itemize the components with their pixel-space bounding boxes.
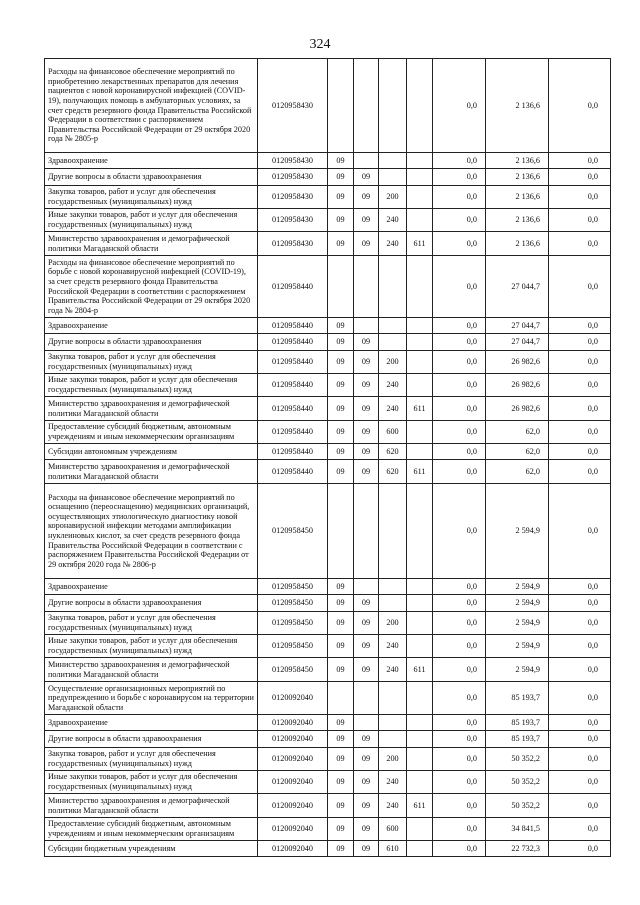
target-code-cell: 0120092040 [258,841,328,857]
row-name-cell: Министерство здравоохранения и демографической политики Магаданской области [45,794,258,818]
subsection-cell: 09 [354,595,379,612]
amount-2-cell: 2 594,9 [486,612,549,635]
amount-1-cell: 0,0 [433,169,486,186]
subsection-cell [354,682,379,715]
subsection-cell [354,59,379,153]
subsection-cell [354,715,379,731]
section-cell [328,484,354,579]
section-cell: 09 [328,421,354,444]
target-code-cell: 0120958440 [258,444,328,460]
section-cell: 09 [328,153,354,169]
section-cell: 09 [328,209,354,232]
subsection-cell [354,484,379,579]
row-name-cell: Другие вопросы в области здравоохранения [45,169,258,186]
target-code-cell: 0120958450 [258,484,328,579]
target-code-cell: 0120958440 [258,397,328,421]
target-code-cell: 0120958450 [258,635,328,658]
section-cell: 09 [328,841,354,857]
section-cell: 09 [328,169,354,186]
table-row [45,841,611,857]
amount-3-cell: 0,0 [549,715,611,731]
amount-3-cell: 0,0 [549,841,611,857]
amount-2-cell: 2 594,9 [486,635,549,658]
amount-1-cell: 0,0 [433,682,486,715]
amount-2-cell: 26 982,6 [486,374,549,397]
expense-type-cell: 200 [379,612,407,635]
amount-3-cell: 0,0 [549,682,611,715]
subsection-cell: 09 [354,209,379,232]
row-name-cell: Субсидии автономным учреждениям [45,444,258,460]
amount-1-cell: 0,0 [433,841,486,857]
row-name-cell: Иные закупки товаров, работ и услуг для обеспечения государственных (муниципальных) нужд [45,635,258,658]
row-name-cell: Закупка товаров, работ и услуг для обеспечения государственных (муниципальных) нужд [45,748,258,771]
section-cell: 09 [328,232,354,256]
target-code-cell: 0120958440 [258,421,328,444]
table-row [45,484,611,579]
target-code-cell: 0120958430 [258,169,328,186]
section-cell: 09 [328,334,354,351]
amount-3-cell: 0,0 [549,153,611,169]
kosgu-cell [407,579,433,595]
row-name-cell: Закупка товаров, работ и услуг для обеспечения государственных (муниципальных) нужд [45,351,258,374]
row-name-cell: Министерство здравоохранения и демографической политики Магаданской области [45,460,258,484]
expense-type-cell [379,169,407,186]
subsection-cell [354,256,379,318]
budget-table [44,58,611,857]
subsection-cell: 09 [354,460,379,484]
subsection-cell: 09 [354,635,379,658]
section-cell: 09 [328,635,354,658]
amount-2-cell: 2 136,6 [486,59,549,153]
amount-2-cell: 2 594,9 [486,595,549,612]
amount-2-cell: 62,0 [486,421,549,444]
target-code-cell: 0120958450 [258,595,328,612]
amount-3-cell: 0,0 [549,351,611,374]
expense-type-cell: 240 [379,374,407,397]
row-name-cell: Субсидии бюджетным учреждениям [45,841,258,857]
kosgu-cell [407,209,433,232]
section-cell: 09 [328,715,354,731]
kosgu-cell [407,818,433,841]
target-code-cell: 0120958440 [258,374,328,397]
amount-1-cell: 0,0 [433,334,486,351]
amount-3-cell: 0,0 [549,460,611,484]
subsection-cell: 09 [354,334,379,351]
row-name-cell: Министерство здравоохранения и демографической политики Магаданской области [45,232,258,256]
amount-2-cell: 2 594,9 [486,579,549,595]
table-row [45,682,611,715]
target-code-cell: 0120958440 [258,318,328,334]
amount-1-cell: 0,0 [433,351,486,374]
subsection-cell [354,579,379,595]
amount-1-cell: 0,0 [433,794,486,818]
row-name-cell: Предоставление субсидий бюджетным, автономным учреждениям и иным некоммерческим организациям [45,421,258,444]
kosgu-cell [407,186,433,209]
expense-type-cell: 620 [379,444,407,460]
table-row [45,421,611,444]
amount-3-cell: 0,0 [549,318,611,334]
subsection-cell: 09 [354,771,379,794]
row-name-cell: Закупка товаров, работ и услуг для обеспечения государственных (муниципальных) нужд [45,186,258,209]
amount-1-cell: 0,0 [433,421,486,444]
section-cell: 09 [328,818,354,841]
table-row [45,635,611,658]
amount-1-cell: 0,0 [433,818,486,841]
target-code-cell: 0120958450 [258,579,328,595]
row-name-cell: Иные закупки товаров, работ и услуг для обеспечения государственных (муниципальных) нужд [45,771,258,794]
table-row [45,579,611,595]
amount-3-cell: 0,0 [549,635,611,658]
kosgu-cell [407,484,433,579]
amount-1-cell: 0,0 [433,715,486,731]
table-row [45,658,611,682]
amount-3-cell: 0,0 [549,794,611,818]
amount-1-cell: 0,0 [433,635,486,658]
table-row [45,748,611,771]
expense-type-cell: 600 [379,818,407,841]
kosgu-cell [407,682,433,715]
subsection-cell: 09 [354,232,379,256]
kosgu-cell [407,841,433,857]
section-cell: 09 [328,794,354,818]
subsection-cell: 09 [354,731,379,748]
section-cell: 09 [328,579,354,595]
kosgu-cell [407,334,433,351]
amount-1-cell: 0,0 [433,444,486,460]
subsection-cell: 09 [354,818,379,841]
section-cell: 09 [328,374,354,397]
amount-3-cell: 0,0 [549,771,611,794]
table-row [45,444,611,460]
section-cell: 09 [328,460,354,484]
table-row [45,334,611,351]
expense-type-cell: 240 [379,794,407,818]
section-cell: 09 [328,612,354,635]
subsection-cell: 09 [354,444,379,460]
subsection-cell: 09 [354,169,379,186]
expense-type-cell [379,318,407,334]
row-name-cell: Здравоохранение [45,579,258,595]
table-row [45,794,611,818]
target-code-cell: 0120958450 [258,658,328,682]
expense-type-cell [379,682,407,715]
target-code-cell: 0120092040 [258,818,328,841]
section-cell: 09 [328,351,354,374]
section-cell: 09 [328,771,354,794]
table-row [45,59,611,153]
target-code-cell: 0120958430 [258,232,328,256]
section-cell: 09 [328,595,354,612]
subsection-cell: 09 [354,421,379,444]
amount-2-cell: 26 982,6 [486,351,549,374]
amount-2-cell: 2 594,9 [486,658,549,682]
amount-3-cell: 0,0 [549,444,611,460]
amount-2-cell: 27 044,7 [486,334,549,351]
subsection-cell: 09 [354,397,379,421]
row-name-cell: Расходы на финансовое обеспечение мероприятий по приобретению лекарственных препаратов для лечения пациентов с новой коронавирусной инфекцией (COVID-19), получающих помощь в амбулаторных условиях, за счет средств резервного фонда Правительства Российской Федерации в соответствии с распоряжением Правительства Российской Федерации от 29 октября 2020 года № 2805-р [45,59,258,153]
amount-3-cell: 0,0 [549,612,611,635]
row-name-cell: Другие вопросы в области здравоохранения [45,731,258,748]
amount-1-cell: 0,0 [433,209,486,232]
amount-1-cell: 0,0 [433,397,486,421]
kosgu-cell: 611 [407,658,433,682]
table-row [45,715,611,731]
expense-type-cell [379,731,407,748]
row-name-cell: Расходы на финансовое обеспечение мероприятий по оснащению (переоснащению) медицинских организаций, осуществляющих этиологическую диагностику новой коронавирусной инфекции методами амплификации нуклеиновых кислот, за счет средств резервного фонда Правительства Российской Федерации в соответствии с распоряжением Правительства Российской Федерации от 29 октября 2020 года № 2806-р [45,484,258,579]
kosgu-cell [407,169,433,186]
amount-2-cell: 27 044,7 [486,318,549,334]
row-name-cell: Другие вопросы в области здравоохранения [45,595,258,612]
amount-3-cell: 0,0 [549,421,611,444]
expense-type-cell: 240 [379,635,407,658]
amount-1-cell: 0,0 [433,374,486,397]
table-row [45,818,611,841]
amount-3-cell: 0,0 [549,374,611,397]
expense-type-cell: 240 [379,397,407,421]
amount-2-cell: 2 136,6 [486,209,549,232]
amount-2-cell: 2 594,9 [486,484,549,579]
table-row [45,153,611,169]
amount-1-cell: 0,0 [433,484,486,579]
target-code-cell: 0120958430 [258,209,328,232]
target-code-cell: 0120958430 [258,59,328,153]
kosgu-cell [407,256,433,318]
section-cell: 09 [328,186,354,209]
kosgu-cell [407,59,433,153]
amount-3-cell: 0,0 [549,595,611,612]
expense-type-cell [379,579,407,595]
amount-3-cell: 0,0 [549,232,611,256]
row-name-cell: Осуществление организационных мероприятий по предупреждению и борьбе с коронавирусом на территории Магаданской области [45,682,258,715]
amount-1-cell: 0,0 [433,460,486,484]
kosgu-cell [407,612,433,635]
target-code-cell: 0120958430 [258,186,328,209]
amount-3-cell: 0,0 [549,748,611,771]
subsection-cell: 09 [354,658,379,682]
amount-3-cell: 0,0 [549,484,611,579]
amount-1-cell: 0,0 [433,612,486,635]
amount-2-cell: 2 136,6 [486,186,549,209]
expense-type-cell: 240 [379,771,407,794]
amount-2-cell: 34 841,5 [486,818,549,841]
subsection-cell [354,153,379,169]
table-row [45,612,611,635]
amount-1-cell: 0,0 [433,59,486,153]
row-name-cell: Закупка товаров, работ и услуг для обеспечения государственных (муниципальных) нужд [45,612,258,635]
amount-3-cell: 0,0 [549,818,611,841]
subsection-cell: 09 [354,186,379,209]
amount-2-cell: 2 136,6 [486,153,549,169]
row-name-cell: Здравоохранение [45,153,258,169]
kosgu-cell [407,635,433,658]
table-row [45,771,611,794]
row-name-cell: Иные закупки товаров, работ и услуг для обеспечения государственных (муниципальных) нужд [45,209,258,232]
amount-1-cell: 0,0 [433,748,486,771]
row-name-cell: Другие вопросы в области здравоохранения [45,334,258,351]
expense-type-cell: 240 [379,658,407,682]
row-name-cell: Здравоохранение [45,715,258,731]
kosgu-cell: 611 [407,794,433,818]
expense-type-cell [379,595,407,612]
target-code-cell: 0120092040 [258,715,328,731]
kosgu-cell [407,351,433,374]
target-code-cell: 0120092040 [258,794,328,818]
subsection-cell: 09 [354,612,379,635]
table-row [45,731,611,748]
section-cell: 09 [328,748,354,771]
amount-2-cell: 62,0 [486,444,549,460]
amount-2-cell: 2 136,6 [486,169,549,186]
amount-2-cell: 62,0 [486,460,549,484]
amount-2-cell: 22 732,3 [486,841,549,857]
amount-1-cell: 0,0 [433,153,486,169]
table-row [45,374,611,397]
table-row [45,318,611,334]
row-name-cell: Расходы на финансовое обеспечение мероприятий по борьбе с новой коронавирусной инфекцией (COVID-19), за счет средств резервного фонда Правительства Российской Федерации в соответствии с распоряжением Правительства Российской Федерации от 29 октября 2020 года № 2804-р [45,256,258,318]
target-code-cell: 0120958440 [258,256,328,318]
row-name-cell: Здравоохранение [45,318,258,334]
expense-type-cell [379,59,407,153]
subsection-cell: 09 [354,841,379,857]
subsection-cell: 09 [354,351,379,374]
amount-3-cell: 0,0 [549,397,611,421]
table-row [45,351,611,374]
expense-type-cell [379,334,407,351]
table-row [45,595,611,612]
amount-3-cell: 0,0 [549,59,611,153]
target-code-cell: 0120092040 [258,748,328,771]
expense-type-cell [379,484,407,579]
target-code-cell: 0120092040 [258,731,328,748]
kosgu-cell [407,444,433,460]
subsection-cell: 09 [354,748,379,771]
amount-3-cell: 0,0 [549,579,611,595]
amount-1-cell: 0,0 [433,186,486,209]
page-number: 324 [309,37,331,52]
table-row [45,256,611,318]
subsection-cell: 09 [354,794,379,818]
amount-2-cell: 85 193,7 [486,731,549,748]
amount-3-cell: 0,0 [549,209,611,232]
row-name-cell: Министерство здравоохранения и демографической политики Магаданской области [45,397,258,421]
target-code-cell: 0120958440 [258,351,328,374]
section-cell: 09 [328,658,354,682]
kosgu-cell [407,771,433,794]
kosgu-cell: 611 [407,232,433,256]
target-code-cell: 0120958450 [258,612,328,635]
target-code-cell: 0120958430 [258,153,328,169]
table-body [45,59,611,857]
amount-1-cell: 0,0 [433,731,486,748]
amount-1-cell: 0,0 [433,579,486,595]
expense-type-cell: 200 [379,186,407,209]
kosgu-cell [407,595,433,612]
table-row [45,460,611,484]
table-row [45,186,611,209]
kosgu-cell: 611 [407,397,433,421]
table-row [45,209,611,232]
amount-2-cell: 50 352,2 [486,748,549,771]
expense-type-cell: 240 [379,232,407,256]
amount-2-cell: 50 352,2 [486,794,549,818]
amount-1-cell: 0,0 [433,771,486,794]
amount-3-cell: 0,0 [549,186,611,209]
section-cell [328,59,354,153]
kosgu-cell [407,374,433,397]
row-name-cell: Предоставление субсидий бюджетным, автономным учреждениям и иным некоммерческим организациям [45,818,258,841]
amount-3-cell: 0,0 [549,658,611,682]
expense-type-cell: 600 [379,421,407,444]
amount-2-cell: 27 044,7 [486,256,549,318]
kosgu-cell [407,748,433,771]
kosgu-cell [407,715,433,731]
target-code-cell: 0120092040 [258,771,328,794]
amount-1-cell: 0,0 [433,658,486,682]
expense-type-cell: 240 [379,209,407,232]
expense-type-cell [379,153,407,169]
amount-2-cell: 85 193,7 [486,682,549,715]
amount-2-cell: 26 982,6 [486,397,549,421]
kosgu-cell [407,731,433,748]
table-row [45,232,611,256]
amount-1-cell: 0,0 [433,595,486,612]
section-cell: 09 [328,318,354,334]
amount-1-cell: 0,0 [433,318,486,334]
expense-type-cell [379,715,407,731]
target-code-cell: 0120958440 [258,460,328,484]
amount-2-cell: 85 193,7 [486,715,549,731]
kosgu-cell [407,318,433,334]
amount-3-cell: 0,0 [549,731,611,748]
amount-2-cell: 2 136,6 [486,232,549,256]
amount-1-cell: 0,0 [433,232,486,256]
section-cell [328,256,354,318]
target-code-cell: 0120092040 [258,682,328,715]
kosgu-cell: 611 [407,460,433,484]
expense-type-cell: 200 [379,748,407,771]
kosgu-cell [407,153,433,169]
row-name-cell: Министерство здравоохранения и демографической политики Магаданской области [45,658,258,682]
amount-1-cell: 0,0 [433,256,486,318]
expense-type-cell: 620 [379,460,407,484]
expense-type-cell [379,256,407,318]
section-cell: 09 [328,397,354,421]
expense-type-cell: 200 [379,351,407,374]
amount-2-cell: 50 352,2 [486,771,549,794]
section-cell [328,682,354,715]
row-name-cell: Иные закупки товаров, работ и услуг для обеспечения государственных (муниципальных) нужд [45,374,258,397]
amount-3-cell: 0,0 [549,169,611,186]
table-row [45,169,611,186]
amount-3-cell: 0,0 [549,334,611,351]
section-cell: 09 [328,444,354,460]
kosgu-cell [407,421,433,444]
section-cell: 09 [328,731,354,748]
target-code-cell: 0120958440 [258,334,328,351]
subsection-cell: 09 [354,374,379,397]
subsection-cell [354,318,379,334]
expense-type-cell: 610 [379,841,407,857]
amount-3-cell: 0,0 [549,256,611,318]
table-row [45,397,611,421]
